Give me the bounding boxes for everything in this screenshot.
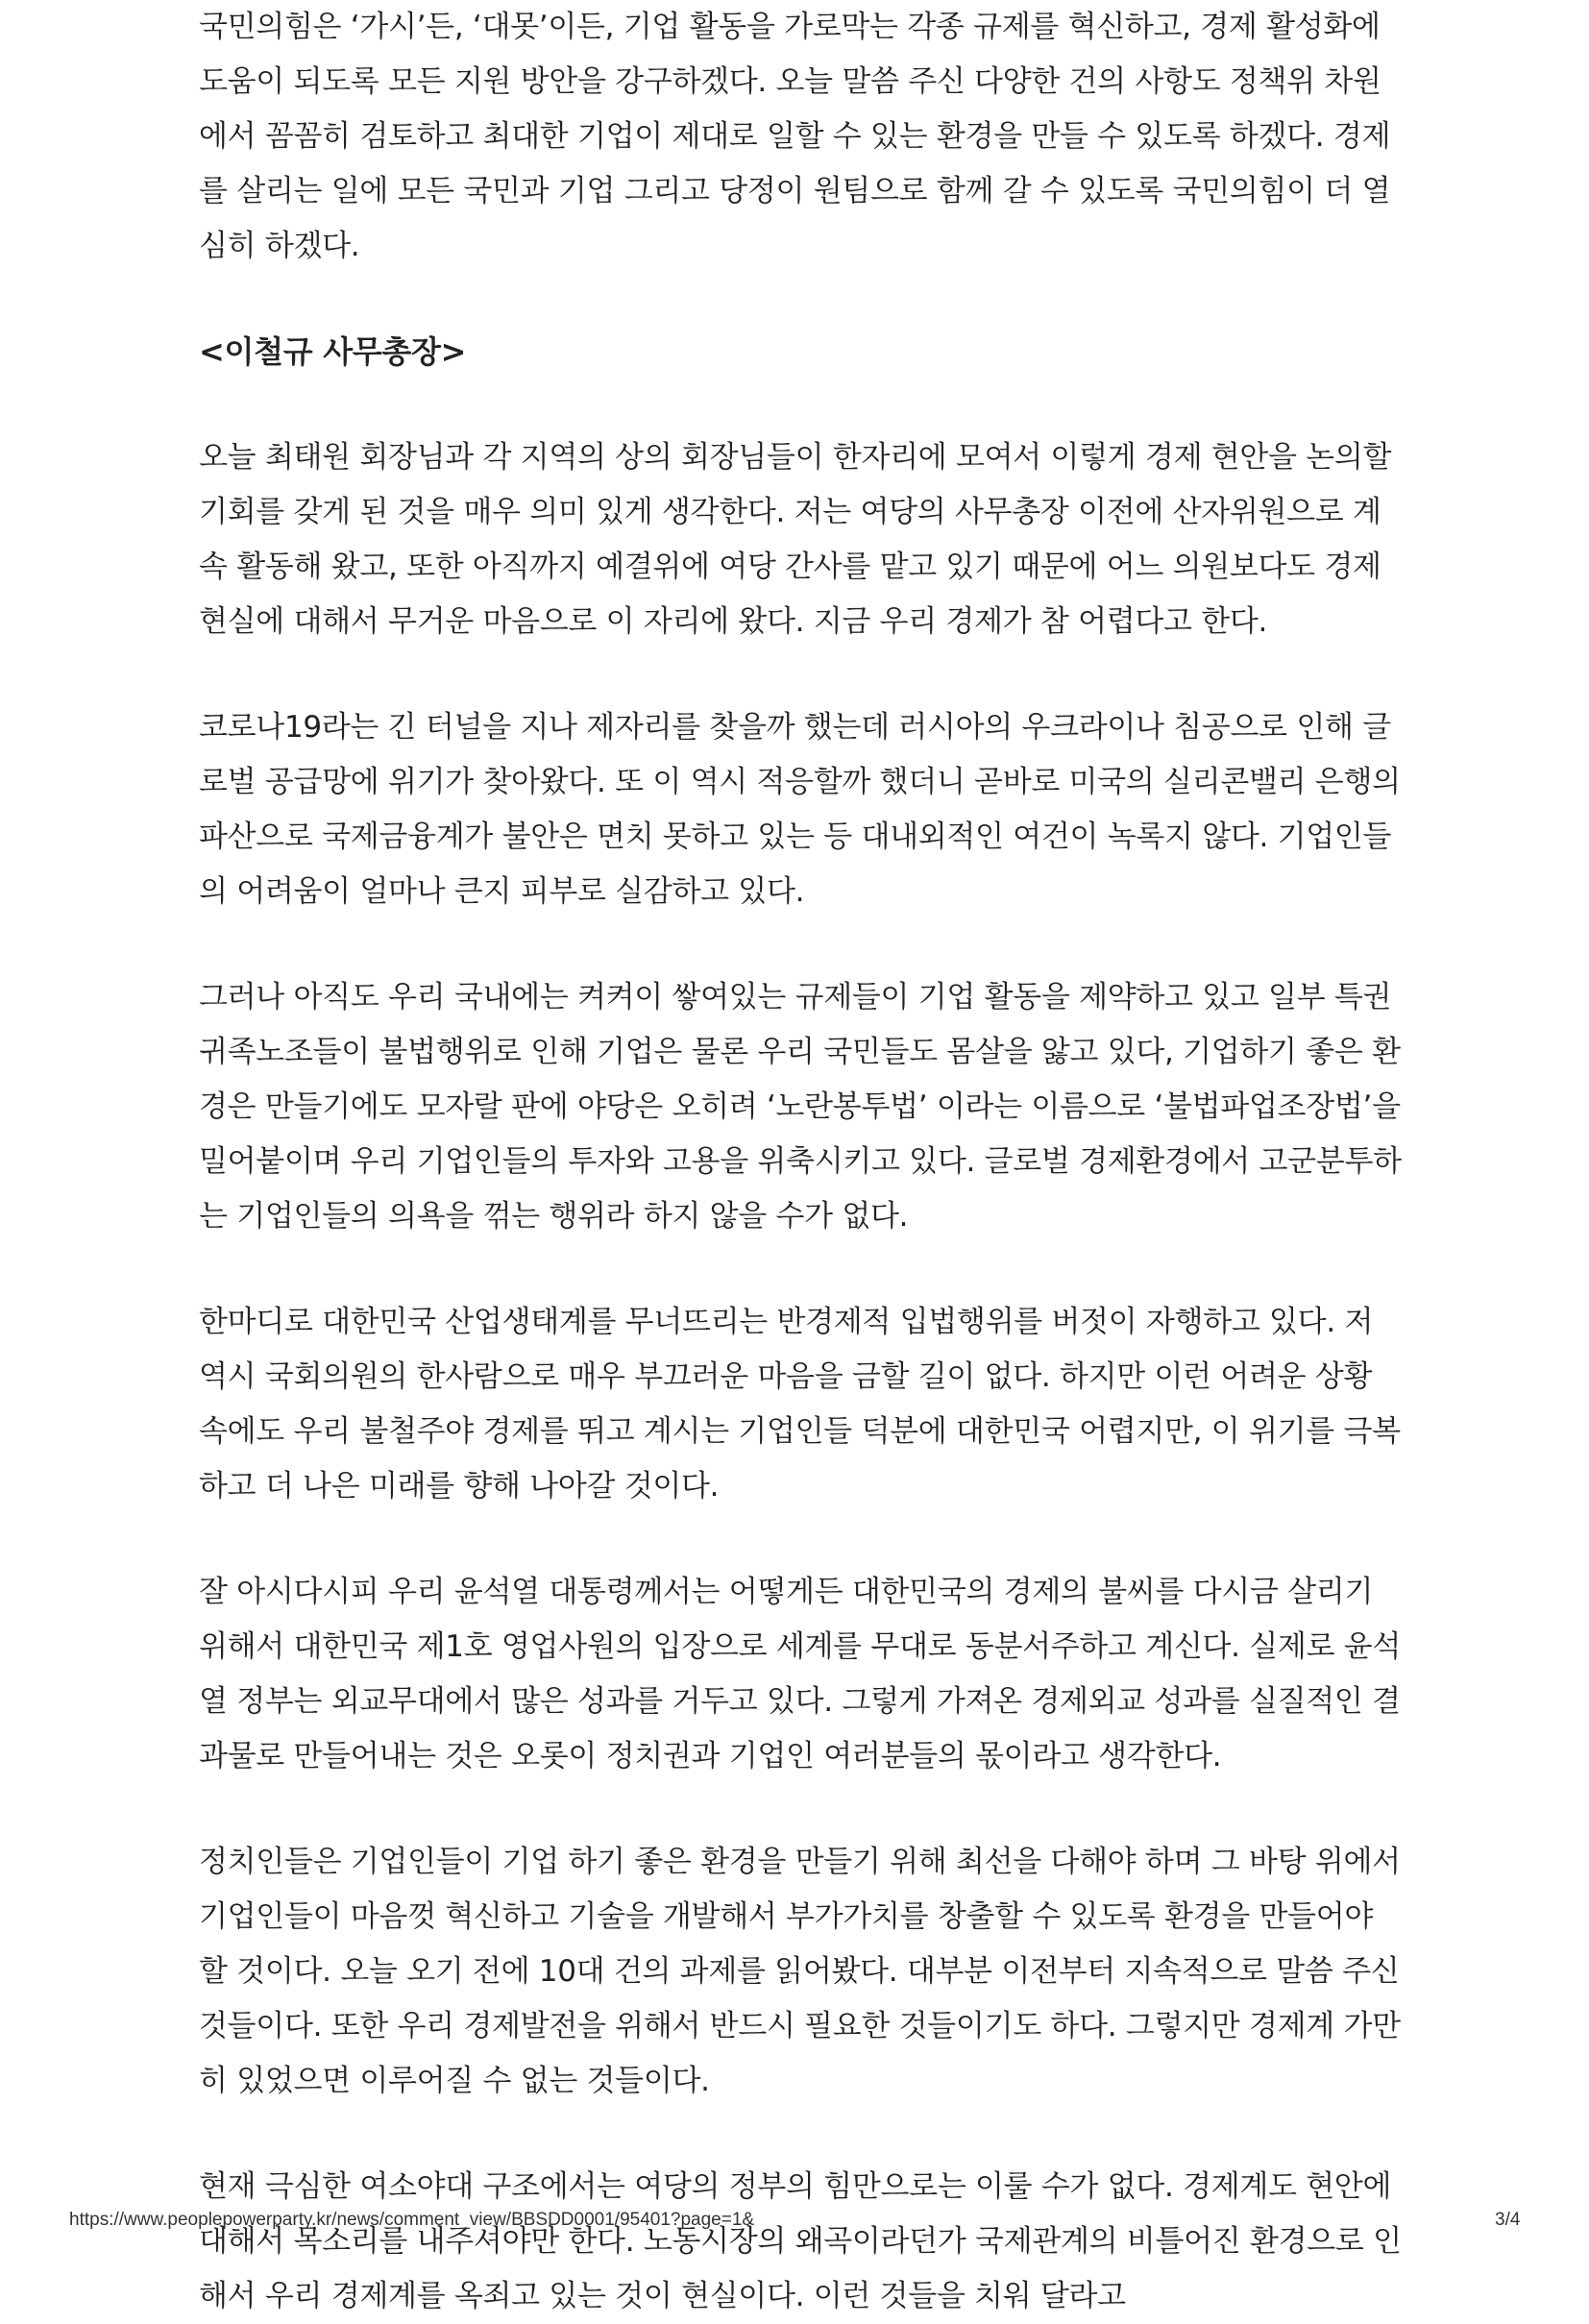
paragraph-7: 정치인들은 기업인들이 기업 하기 좋은 환경을 만들기 위해 최선을 다해야 하며 그 바탕 위에서 기업인들이 마음껏 혁신하고 기술을 개발해서 부가가치를 창출할 수 있도록 환경을 만들어야 할 것이다. 오늘 오기 전에 10대 건의 과제를 읽어봤다. 대부분 이전부터 지속적으로 말씀 주신 것들이다. 또한 우리 경제발전을 위해서 반드시 필요한 것들이기도 하다. 그렇지만 경제계 가만히 있었으면 이루어질 수 없는 것들이다. (199, 1845, 1401, 2098)
paragraph-6: 잘 아시다시피 우리 윤석열 대통령께서는 어떻게든 대한민국의 경제의 불씨를 다시금 살리기 위해서 대한민국 제1호 영업사원의 입장으로 세계를 무대로 동분서주하고 계신다. 실제로 윤석열 정부는 외교무대에서 많은 성과를 거두고 있다. 그렇게 가져온 경제외교 성과를 실질적인 결과물로 만들어내는 것은 오롯이 정치권과 기업인 여러분들의 몫이라고 생각한다. (199, 1575, 1402, 1774)
paragraph-5: 한마디로 대한민국 산업생태계를 무너뜨리는 반경제적 입법행위를 버젓이 자행하고 있다. 저 역시 국회의원의 한사람으로 매우 부끄러운 마음을 금할 길이 없다. 하지만 이런 어려운 상황 속에도 우리 불철주야 경제를 뛰고 계시는 기업인들 덕분에 대한민국 어렵지만, 이 위기를 극복하고 더 나은 미래를 향해 나아갈 것이다. (199, 1305, 1401, 1504)
paragraph-2: 오늘 최태원 회장님과 각 지역의 상의 회장님들이 한자리에 모여서 이렇게 경제 현안을 논의할 기회를 갖게 된 것을 매우 의미 있게 생각한다. 저는 여당의 사무총장 이전에 산자위원으로 계속 활동해 왔고, 또한 아직까지 예결위에 여당 간사를 맡고 있기 때문에 어느 의원보다도 경제 현실에 대해서 무거운 마음으로 이 자리에 왔다. 지금 우리 경제가 참 어렵다고 한다. (199, 440, 1392, 639)
paragraph-1: 국민의힘은 ‘가시’든, ‘대못’이든, 기업 활동을 가로막는 각종 규제를 혁신하고, 경제 활성화에 도움이 되도록 모든 지원 방안을 강구하겠다. 오늘 말씀 주신 다양한 건의 사항도 정책위 차원에서 꼼꼼히 검토하고 최대한 기업이 제대로 일할 수 있는 환경을 만들 수 있도록 하겠다. 경제를 살리는 일에 모든 국민과 기업 그리고 당정이 원팀으로 함께 갈 수 있도록 국민의힘이 더 열심히 하겠다. (199, 10, 1391, 263)
speaker-heading: <이철규 사무총장> (199, 333, 467, 370)
document-body (199, 0, 1409, 2324)
footer-url: https://www.peoplepowerparty.kr/news/comment_view/BBSDD0001/95401?page=1& (69, 2210, 755, 2230)
paragraph-4: 그러나 아직도 우리 국내에는 켜켜이 쌓여있는 규제들이 기업 활동을 제약하고 있고 일부 특권 귀족노조들이 불법행위로 인해 기업은 물론 우리 국민들도 몸살을 앓고 있다, 기업하기 좋은 환경은 만들기에도 모자랄 판에 야당은 오히려 ‘노란봉투법’ 이라는 이름으로 ‘불법파업조장법’을 밀어붙이며 우리 기업인들의 투자와 고용을 위축시키고 있다. 글로벌 경제환경에서 고군분투하는 기업인들의 의욕을 꺾는 행위라 하지 않을 수가 없다. (199, 980, 1402, 1234)
paragraph-3: 코로나19라는 긴 터널을 지나 제자리를 찾을까 했는데 러시아의 우크라이나 침공으로 인해 글로벌 공급망에 위기가 찾아왔다. 또 이 역시 적응할까 했더니 곧바로 미국의 실리콘밸리 은행의 파산으로 국제금융계가 불안은 면치 못하고 있는 등 대내외적인 여건이 녹록지 않다. 기업인들의 어려움이 얼마나 큰지 피부로 실감하고 있다. (199, 710, 1401, 909)
page-number: 3/4 (1495, 2210, 1521, 2230)
paragraph-8: 현재 극심한 여소야대 구조에서는 여당의 정부의 힘만으로는 이룰 수가 없다. 경제계도 현안에 대해서 목소리를 내주셔야만 한다. 노동시장의 왜곡이라던가 국제관계의 비틀어진 환경으로 인해서 우리 경제계를 옥죄고 있는 것이 현실이다. 이런 것들을 치워 달라고 (199, 2169, 1402, 2313)
